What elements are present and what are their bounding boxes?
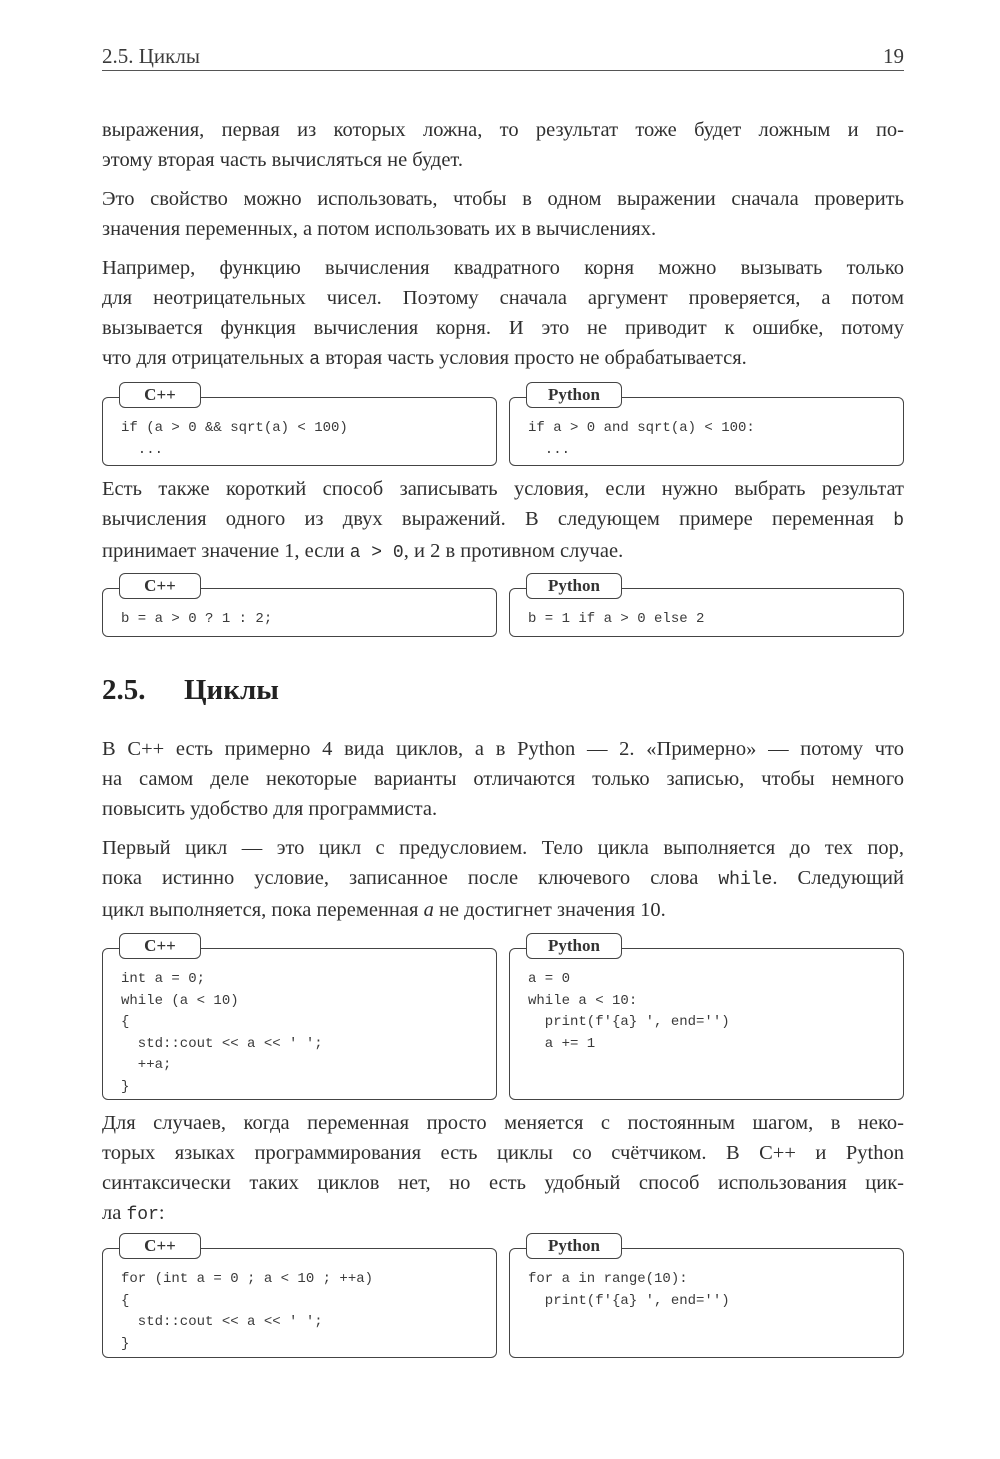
paragraph-4	[102, 474, 904, 568]
text-line: В C++ есть примерно 4 вида циклов, а в Python — 2. «Примерно» — потому что	[102, 738, 904, 760]
text-fragment: , и 2 в противном случае.	[403, 540, 624, 562]
paragraph-1	[102, 115, 904, 175]
code-line: a = 0	[528, 971, 571, 987]
code-language-label: C++	[119, 1233, 201, 1259]
math-variable: a	[423, 899, 434, 921]
code-line: ++a;	[121, 1057, 172, 1073]
text-line: Для случаев, когда переменная просто меняется с постоянным шагом, в неко-	[102, 1112, 904, 1134]
text-line: для неотрицательных чисел. Поэтому сначала аргумент проверяется, а потом	[102, 287, 904, 309]
text-line: Например, функцию вычисления квадратного корня можно вызывать только	[102, 257, 904, 279]
text-line: на самом деле некоторые варианты отличаются только записью, чтобы немного	[102, 768, 904, 790]
code-line: ...	[528, 441, 571, 458]
code-line: {	[121, 1292, 130, 1309]
text-line	[102, 863, 904, 895]
text-line: этому вторая часть вычисляться не будет.	[102, 149, 463, 171]
code-language-label: C++	[119, 933, 201, 959]
text-line: торых языках программирования есть циклы со счётчиком. В C++ и Python	[102, 1142, 904, 1164]
code-line: print(f'{a} ', end='')	[528, 1014, 730, 1030]
code-line: std::cout << a << ' ';	[121, 1035, 323, 1052]
code-language-label: C++	[119, 573, 201, 599]
code-line: while (a < 10)	[121, 992, 239, 1009]
text-line: выражения, первая из которых ложна, то результат тоже будет ложным и по-	[102, 119, 904, 141]
code-line: if (a > 0 && sqrt(a) < 100)	[121, 420, 348, 436]
code-listing	[528, 969, 730, 1055]
paragraph-3	[102, 253, 904, 375]
code-line: a += 1	[528, 1035, 596, 1052]
code-block-python	[509, 385, 904, 466]
code-line: print(f'{a} ', end='')	[528, 1292, 730, 1309]
code-line: ...	[121, 441, 164, 458]
code-language-label: Python	[526, 1233, 622, 1259]
text-line: синтаксически таких циклов нет, но есть удобный способ использования цик-	[102, 1172, 904, 1194]
text-fragment: что для отрицательных	[102, 347, 310, 369]
code-block-cpp	[102, 576, 497, 637]
section-title-text: Циклы	[184, 674, 279, 706]
text-fragment: вычисления одного из двух выражений. В следующем примере переменная	[102, 508, 894, 530]
text-line: Есть также короткий способ записывать условия, если нужно выбрать результат	[102, 478, 904, 500]
running-header	[102, 44, 904, 71]
code-language-label: Python	[526, 573, 622, 599]
text-fragment: пока истинно условие, записанное после ключевого слова	[102, 867, 719, 889]
inline-code: for	[126, 1205, 159, 1225]
text-line	[102, 895, 904, 925]
text-line	[102, 504, 904, 536]
text-fragment: принимает значение 1, если	[102, 540, 350, 562]
text-fragment: ла	[102, 1202, 127, 1224]
page-number: 19	[883, 44, 904, 68]
code-block-python	[509, 576, 904, 637]
code-listing	[121, 609, 272, 631]
code-block-cpp	[102, 1236, 497, 1358]
section-heading	[102, 674, 279, 707]
code-line: while a < 10:	[528, 992, 638, 1009]
code-line: b = 1 if a > 0 else 2	[528, 611, 705, 627]
text-line: Первый цикл — это цикл с предусловием. Тело цикла выполняется до тех пор,	[102, 837, 904, 859]
code-listing	[528, 609, 704, 631]
code-block-cpp	[102, 385, 497, 466]
code-block-cpp	[102, 936, 497, 1100]
text-line	[102, 343, 904, 375]
code-line: }	[121, 1335, 130, 1352]
code-block-python	[509, 1236, 904, 1358]
code-listing	[121, 1269, 373, 1355]
code-line: int a = 0;	[121, 971, 206, 987]
paragraph-2	[102, 184, 904, 244]
code-listing	[528, 1269, 730, 1312]
code-line: {	[121, 1014, 130, 1030]
text-fragment: . Следующий	[772, 867, 904, 889]
text-line: значения переменных, а потом использовать их в вычислениях.	[102, 218, 657, 240]
code-language-label: C++	[119, 382, 201, 408]
code-line: std::cout << a << ' ';	[121, 1314, 323, 1330]
code-language-label: Python	[526, 933, 622, 959]
text-fragment: :	[158, 1202, 165, 1224]
code-language-label: Python	[526, 382, 622, 408]
inline-code: a	[309, 350, 321, 370]
text-fragment: цикл выполняется, пока переменная	[102, 899, 424, 921]
text-line	[102, 536, 904, 568]
code-line: for a in range(10):	[528, 1271, 688, 1287]
code-line: for (int a = 0 ; a < 10 ; ++a)	[121, 1271, 374, 1287]
code-line: b = a > 0 ? 1 : 2;	[121, 611, 273, 627]
code-listing	[121, 418, 348, 461]
text-line	[102, 1198, 904, 1230]
code-line: }	[121, 1078, 130, 1095]
section-number: 2.5.	[102, 674, 146, 706]
header-section-title: 2.5. Циклы	[102, 44, 200, 68]
text-line: Это свойство можно использовать, чтобы в одном выражении сначала проверить	[102, 188, 904, 210]
code-block-python	[509, 936, 904, 1100]
text-line: вызывается функция вычисления корня. И это не приводит к ошибке, потому	[102, 317, 904, 339]
inline-code: b	[893, 511, 904, 531]
inline-code: a > 0	[349, 543, 404, 563]
text-line: повысить удобство для программиста.	[102, 798, 438, 820]
code-listing	[121, 969, 323, 1098]
inline-code: while	[718, 870, 773, 890]
code-line: if a > 0 and sqrt(a) < 100:	[528, 420, 755, 436]
paragraph-7	[102, 1108, 904, 1230]
code-listing	[528, 418, 755, 461]
text-fragment: вторая часть условия просто не обрабатывается.	[320, 347, 747, 369]
paragraph-6	[102, 833, 904, 925]
paragraph-5	[102, 734, 904, 824]
text-fragment: не достигнет значения 10.	[433, 899, 666, 921]
